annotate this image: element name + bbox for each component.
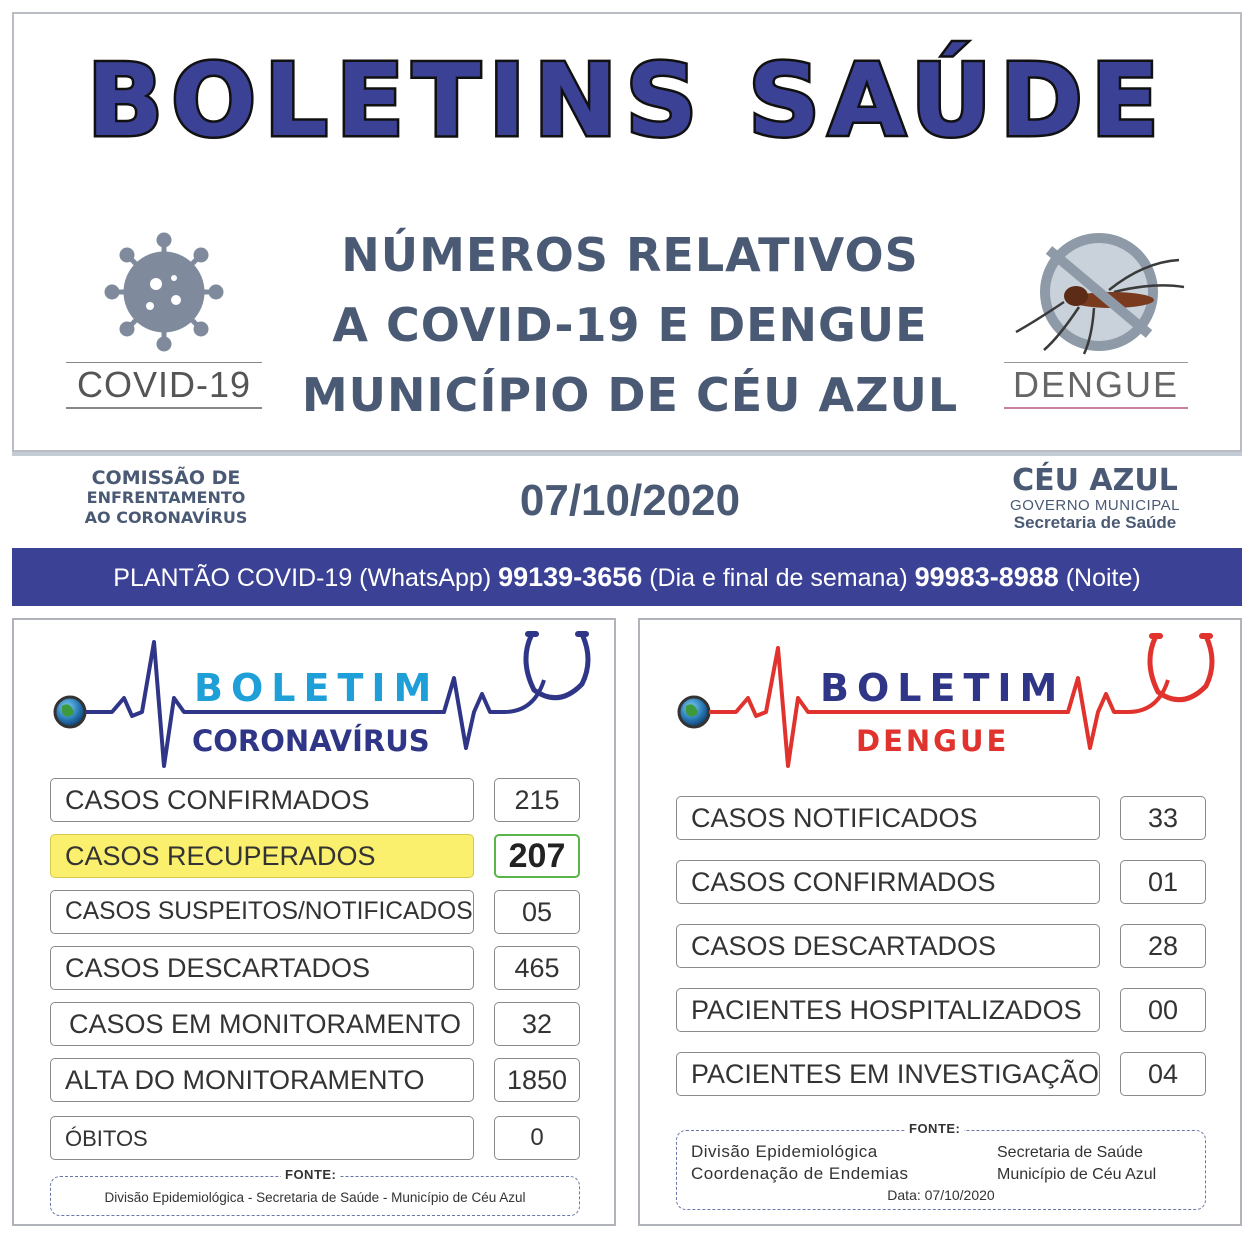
dengue-row-value-2: 01 bbox=[1120, 860, 1206, 904]
covid-row-value-2: 207 bbox=[494, 834, 580, 878]
government-label: GOVERNO MUNICIPAL bbox=[1010, 497, 1180, 514]
divider bbox=[12, 452, 1242, 456]
covid-source-box bbox=[50, 1167, 580, 1216]
secretariat-label: Secretaria de Saúde bbox=[1013, 513, 1177, 532]
plantao-phone-day: 99139-3656 bbox=[498, 562, 643, 592]
bulletin-date: 07/10/2020 bbox=[519, 476, 741, 525]
covid-heading: BOLETIM bbox=[194, 666, 440, 710]
plantao-prefix: PLANTÃO COVID-19 (WhatsApp) bbox=[113, 564, 492, 592]
dengue-row-value-4: 00 bbox=[1120, 988, 1206, 1032]
dengue-source-box bbox=[676, 1121, 1206, 1210]
dengue-subheading: DENGUE bbox=[856, 724, 1010, 758]
covid-row-value-4: 465 bbox=[494, 946, 580, 990]
subtitle-line-2: A COVID-19 E DENGUE bbox=[332, 298, 928, 352]
dengue-row-value-3: 28 bbox=[1120, 924, 1206, 968]
covid-row-value-5: 32 bbox=[494, 1002, 580, 1046]
dengue-panel bbox=[638, 618, 1242, 1226]
covid-row-label-1: CASOS CONFIRMADOS bbox=[50, 778, 474, 822]
dengue-heading: BOLETIM bbox=[820, 666, 1066, 710]
city-name: CÉU AZUL bbox=[1012, 463, 1178, 498]
covid-row-label-7: ÓBITOS bbox=[50, 1116, 474, 1160]
covid-row-value-3: 05 bbox=[494, 890, 580, 934]
dengue-row-label-1: CASOS NOTIFICADOS bbox=[676, 796, 1100, 840]
dengue-source-label: FONTE: bbox=[905, 1121, 964, 1136]
subtitle-line-1: NÚMEROS RELATIVOS bbox=[341, 228, 919, 282]
covid-subheading: CORONAVÍRUS bbox=[192, 724, 430, 758]
covid-row-label-3: CASOS SUSPEITOS/NOTIFICADOS bbox=[50, 890, 474, 934]
plantao-bar bbox=[12, 548, 1242, 606]
dengue-source-right bbox=[997, 1142, 1156, 1186]
dengue-source-date: Data: 07/10/2020 bbox=[887, 1187, 995, 1203]
dengue-source-right-1: Secretaria de Saúde bbox=[997, 1144, 1143, 1161]
commission-block bbox=[66, 468, 266, 528]
covid-row-value-6: 1850 bbox=[494, 1058, 580, 1102]
commission-line-3: AO CORONAVÍRUS bbox=[84, 508, 248, 527]
dengue-row-value-5: 04 bbox=[1120, 1052, 1206, 1096]
dengue-row-label-3: CASOS DESCARTADOS bbox=[676, 924, 1100, 968]
commission-line-1: COMISSÃO DE bbox=[91, 467, 241, 489]
dengue-source-right-2: Município de Céu Azul bbox=[997, 1166, 1157, 1183]
plantao-night-note: (Noite) bbox=[1065, 564, 1141, 592]
dengue-row-label-2: CASOS CONFIRMADOS bbox=[676, 860, 1100, 904]
dengue-row-value-1: 33 bbox=[1120, 796, 1206, 840]
covid-source-label: FONTE: bbox=[281, 1167, 340, 1182]
dengue-row-label-4: PACIENTES HOSPITALIZADOS bbox=[676, 988, 1100, 1032]
city-logo bbox=[990, 464, 1200, 532]
plantao-phone-night: 99983-8988 bbox=[914, 562, 1059, 592]
dengue-source-left-1: Divisão Epidemiológica bbox=[691, 1142, 878, 1161]
dengue-row-label-5: PACIENTES EM INVESTIGAÇÃO bbox=[676, 1052, 1100, 1096]
commission-line-2: ENFRENTAMENTO bbox=[86, 488, 246, 507]
covid-source-text: Divisão Epidemiológica - Secretaria de Saúde - Município de Céu Azul bbox=[104, 1190, 526, 1205]
covid-row-value-7: 0 bbox=[494, 1116, 580, 1160]
dengue-source-left bbox=[691, 1141, 909, 1185]
covid-label: COVID-19 bbox=[66, 362, 262, 409]
subtitle bbox=[300, 220, 960, 430]
dengue-source-left-2: Coordenação de Endemias bbox=[691, 1164, 909, 1183]
covid-row-label-4: CASOS DESCARTADOS bbox=[50, 946, 474, 990]
dengue-label: DENGUE bbox=[1004, 362, 1188, 409]
covid-row-value-1: 215 bbox=[494, 778, 580, 822]
covid-panel bbox=[12, 618, 616, 1226]
covid-row-label-2: CASOS RECUPERADOS bbox=[50, 834, 474, 878]
covid-row-label-5: CASOS EM MONITORAMENTO bbox=[50, 1002, 474, 1046]
plantao-day-note: (Dia e final de semana) bbox=[649, 564, 908, 592]
subtitle-line-3: MUNICÍPIO DE CÉU AZUL bbox=[301, 368, 959, 422]
covid-row-label-6: ALTA DO MONITORAMENTO bbox=[50, 1058, 474, 1102]
page-title: BOLETINS SAÚDE bbox=[86, 42, 1168, 159]
mosquito-icon bbox=[1004, 232, 1194, 362]
